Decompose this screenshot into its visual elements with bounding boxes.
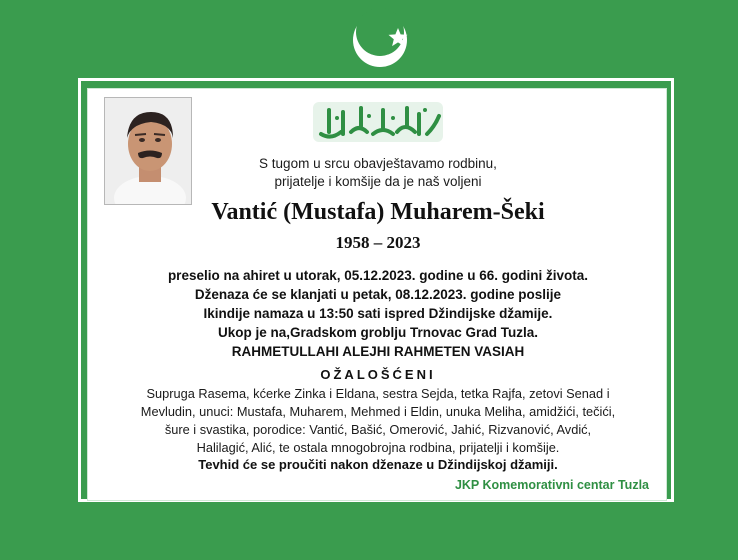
intro-line-1: S tugom u srcu obavještavamo rodbinu, bbox=[259, 156, 497, 171]
detail-line: Ikindije namaza u 13:50 sati ispred Džindijske džamije. bbox=[203, 306, 553, 321]
tevhid-line: Tevhid će se proučiti nakon dženaze u Džindijskoj džamiji. bbox=[198, 457, 558, 472]
organization-name: JKP Komemorativni centar Tuzla bbox=[454, 478, 649, 492]
arabic-calligraphy-icon bbox=[307, 96, 449, 148]
detail-line: Ukop je na,Gradskom groblju Trnovac Grad Tuzla. bbox=[217, 325, 539, 340]
family-line: Mevludin, unuci: Mustafa, Muharem, Mehmed i Eldin, unuka Meliha, amidžići, tečići, bbox=[140, 404, 616, 419]
obituary-card bbox=[87, 88, 667, 501]
family-line: šure i svastika, porodice: Vantić, Bašić, Omerović, Jahić, Rizvanović, Avdić, bbox=[164, 422, 592, 437]
intro-line-2: prijatelje i komšije da je naš voljeni bbox=[274, 174, 482, 189]
family-line: Halilagić, Alić, te ostala mnogobrojna rodbina, prijatelji i komšije. bbox=[196, 440, 560, 455]
detail-line: Dženaza će se klanjati u petak, 08.12.2023. godine poslije bbox=[194, 287, 562, 302]
family-line: Supruga Rasema, kćerke Zinka i Eldana, sestra Sejda, tetka Rajfa, zetovi Senad i bbox=[146, 386, 610, 401]
deceased-name: Vantić (Mustafa) Muharem-Šeki bbox=[211, 199, 545, 225]
detail-line: preselio na ahiret u utorak, 05.12.2023. godine u 66. godini života. bbox=[167, 268, 589, 283]
life-years: 1958 – 2023 bbox=[335, 233, 421, 252]
prayer-line: RAHMETULLAHI ALEJHI RAHMETEN VASIAH bbox=[231, 344, 525, 359]
mourners-heading: OŽALOŠĆENI bbox=[320, 367, 436, 382]
crescent-star-icon bbox=[349, 8, 411, 72]
